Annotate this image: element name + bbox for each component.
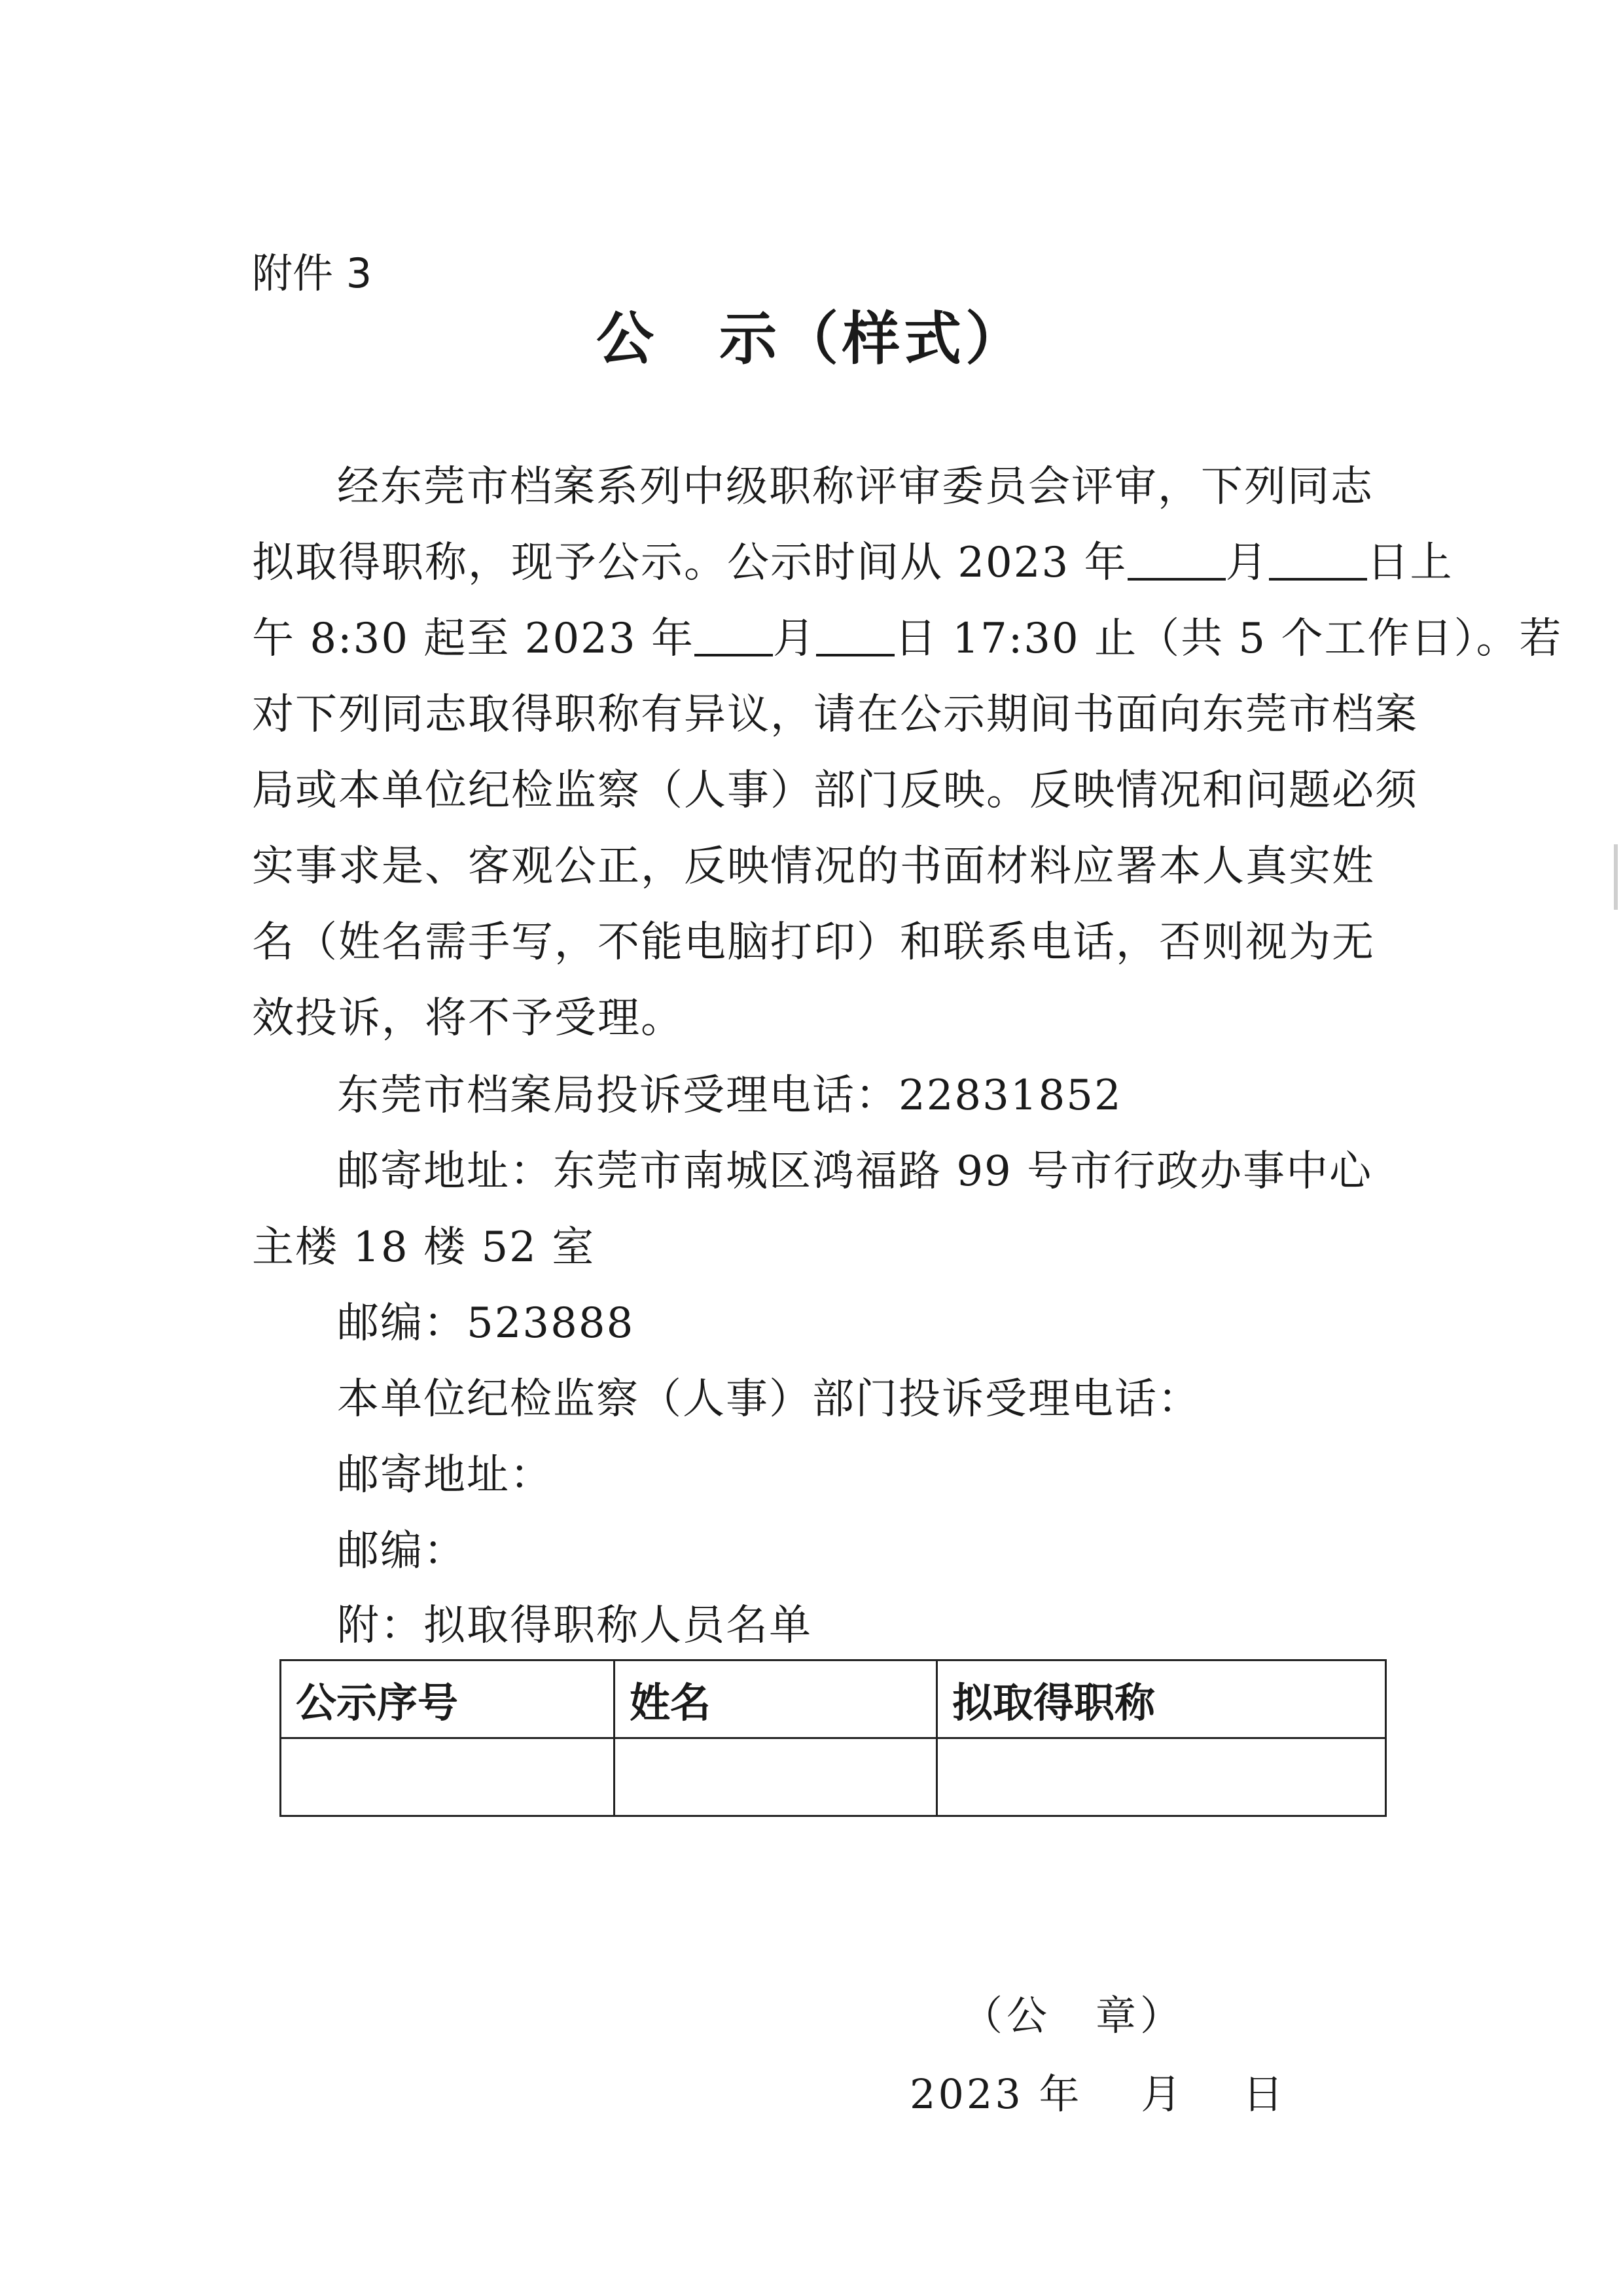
header-name: 姓名 — [615, 1660, 937, 1738]
month-blank-start — [1128, 536, 1226, 581]
unit-complaint-phone: 本单位纪检监察（人事）部门投诉受理电话： — [337, 1375, 1201, 1424]
body-line-3-text-a: 午 8:30 起至 2023 年 — [252, 615, 694, 663]
scan-edge-mark — [1614, 844, 1618, 910]
body-line-3 — [252, 605, 1563, 665]
unit-postcode: 邮编： — [337, 1527, 467, 1575]
table-row — [281, 1738, 1386, 1816]
header-serial-number: 公示序号 — [281, 1660, 615, 1738]
body-line-6: 实事求是、客观公正，反映情况的书面材料应署本人真实姓 — [252, 842, 1375, 891]
body-line-5: 局或本单位纪检监察（人事）部门反映。反映情况和问题必须 — [252, 766, 1418, 815]
body-line-2-text-a: 拟取得职称，现予公示。公示时间从 2023 年 — [252, 539, 1128, 587]
unit-mailing-address: 邮寄地址： — [337, 1451, 553, 1499]
appendix-note: 附：拟取得职称人员名单 — [337, 1602, 812, 1650]
body-line-3-text-b: 月 — [772, 615, 816, 663]
day-blank-start — [1269, 536, 1367, 581]
signature-date: 2023 年 月 日 — [910, 2070, 1286, 2118]
archive-mailing-address: 邮寄地址：东莞市南城区鸿福路 99 号市行政办事中心 — [337, 1147, 1373, 1196]
body-line-1: 经东莞市档案系列中级职称评审委员会评审，下列同志 — [337, 463, 1374, 511]
body-line-4: 对下列同志取得职称有异议，请在公示期间书面向东莞市档案 — [252, 691, 1418, 739]
table-header-row — [281, 1660, 1386, 1738]
archive-postcode: 邮编：523888 — [337, 1299, 635, 1348]
cell-name — [615, 1738, 937, 1816]
body-line-2-text-b: 月 — [1225, 539, 1269, 587]
day-blank-end — [816, 612, 895, 656]
header-proposed-title: 拟取得职称 — [937, 1660, 1386, 1738]
archive-complaint-phone: 东莞市档案局投诉受理电话：22831852 — [337, 1071, 1122, 1120]
body-line-3-text-c: 日 17:30 止（共 5 个工作日）。若 — [894, 615, 1563, 663]
archive-mailing-address-cont: 主楼 18 楼 52 室 — [252, 1223, 596, 1272]
month-blank-end — [694, 612, 773, 656]
body-line-8: 效投诉，将不予受理。 — [252, 994, 684, 1043]
body-line-2 — [252, 529, 1454, 589]
body-line-2-text-c: 日上 — [1366, 539, 1454, 587]
document-title: 公 示（样式） — [596, 305, 1027, 372]
cell-proposed-title — [937, 1738, 1386, 1816]
body-line-7: 名（姓名需手写，不能电脑打印）和联系电话，否则视为无 — [252, 918, 1375, 967]
candidate-roster-table — [279, 1659, 1387, 1817]
cell-serial-number — [281, 1738, 615, 1816]
official-seal-label: （公 章） — [962, 1992, 1185, 2039]
attachment-label: 附件 3 — [252, 249, 372, 297]
